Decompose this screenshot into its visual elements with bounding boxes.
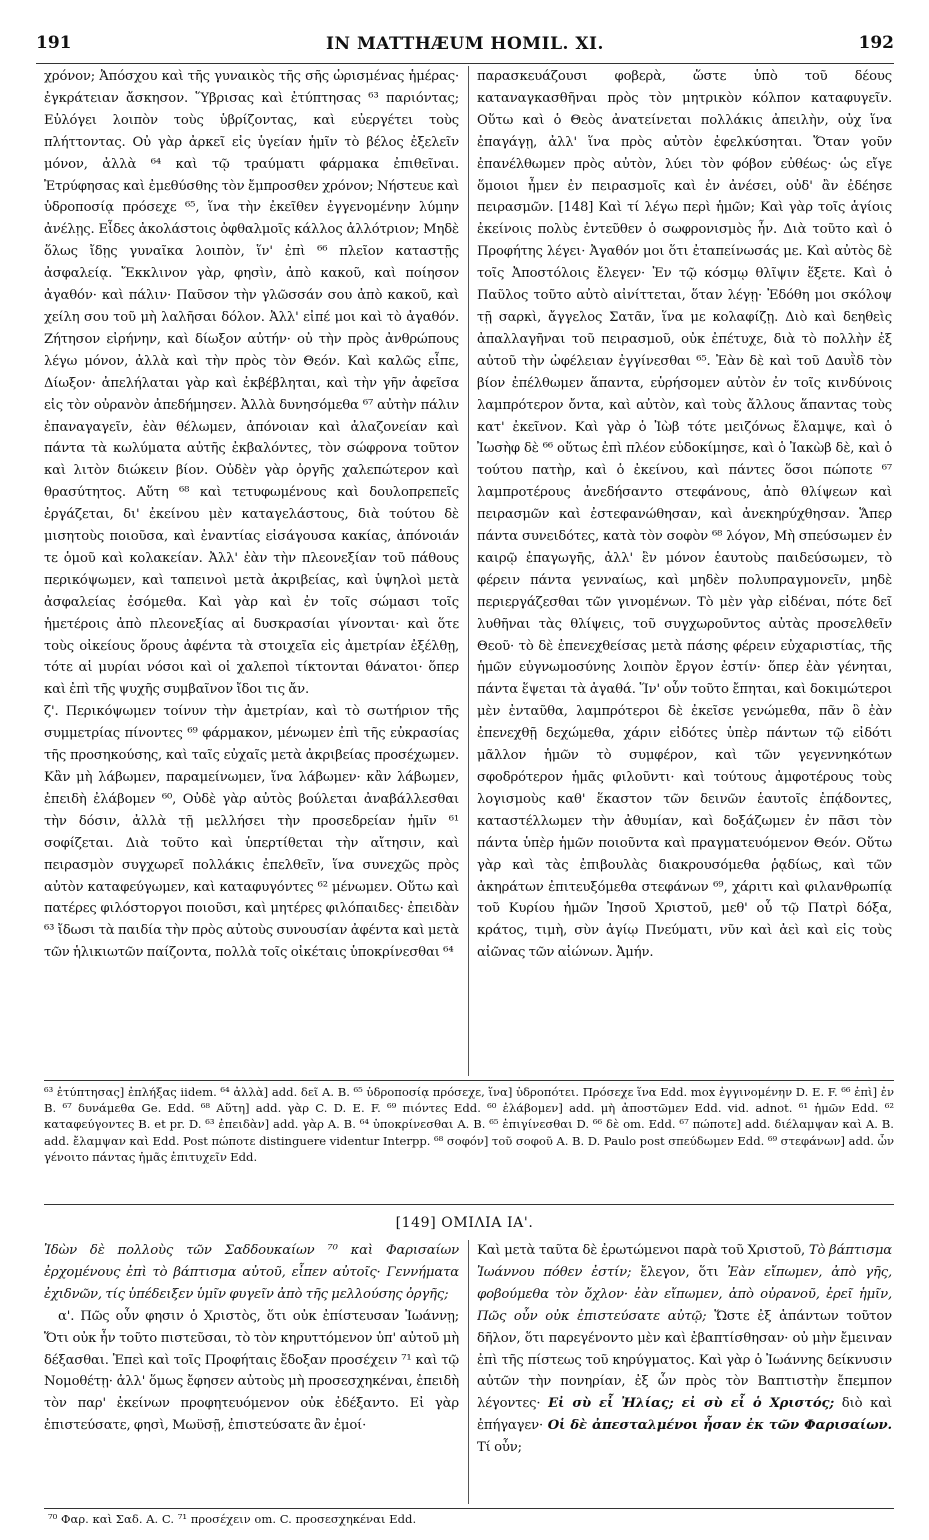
lower-right-paragraph	[477, 1240, 892, 1459]
page-header	[36, 33, 894, 59]
footnote-rule	[44, 1080, 894, 1081]
left-page-number: 191	[36, 33, 72, 53]
lower-right-text-b: ἔλεγον, ὅτι	[631, 1264, 728, 1280]
running-title: IN MATTHÆUM HOMIL. XI.	[326, 34, 604, 54]
header-rule	[36, 63, 894, 64]
homily-opening: α'. Πῶς οὖν φησιν ὁ Χριστὸς, ὅτι οὐκ ἐπίστευσαν Ἰωάννῃ; Ὅτι οὐκ ἦν τοῦτο πιστεῦσαι, τὸ τὸν κηρυττόμενον ὑπ' αὐτοῦ μὴ δέξασθαι. Ἐπεὶ καὶ τοῖς Προφήταις ἔδοξαν προσέχειν ⁷¹ καὶ τῷ Νομοθέτῃ· ἀλλ' ὅμως ἔφησεν αὐτοὺς μὴ προσεσχηκέναι, ἐπειδὴ τὸν παρ' ἐκείνων προφητευόμενον οὐκ ἐδέξαντο. Εἰ γὰρ ἐπιστεύσατε, φησὶ, Μωϋσῇ, ἐπιστεύσατε ἂν ἐμοί·	[44, 1308, 459, 1434]
lower-right-text-a: Καὶ μετὰ ταῦτα δὲ ἐρωτώμενοι παρὰ τοῦ Χριστοῦ,	[477, 1243, 809, 1258]
left-paragraph-1: χρόνον; Ἀπόσχου καὶ τῆς γυναικὸς τῆς σῆς ὡρισμένας ἡμέρας· ἐγκράτειαν ἄσκησον. Ὕβρισας καὶ ἐτύπτησας ⁶³ παριόντας; Εὐλόγει λοιπὸν τοὺς ὑβρίζοντας, καὶ εὐεργέτει τοὺς πλήττοντας. Οὐ γὰρ ἀρκεῖ εἰς ὑγείαν ἡμῖν τὸ βέλος ἐξελεῖν μόνον, ἀλλὰ ⁶⁴ καὶ τῷ τραύματι φάρμακα ἐπιθεῖναι. Ἐτρύφησας καὶ ἐμεθύσθης τὸν ἔμπροσθεν χρόνον; Νήστευε καὶ ὑδροποσίᾳ πρόσεχε ⁶⁵, ἵνα τὴν ἐκεῖθεν ἐγγενομένην λύμην ἀνέλῃς. Εἶδες ἀκολάστοις ὀφθαλμοῖς κάλλος ἀλλότριον; Μηδὲ ὅλως ἴδῃς γυναῖκα λοιπὸν, ἵν' ἐπὶ ⁶⁶ πλεῖον καταστῇς ἀσφαλείᾳ. Ἔκκλινον γὰρ, φησὶν, ἀπὸ κακοῦ, καὶ ποίησον ἀγαθόν· καὶ πάλιν· Παῦσον τὴν γλῶσσάν σου ἀπὸ κακοῦ, καὶ χείλη σου τοῦ μὴ λαλῆσαι δόλον. Ἀλλ' εἰπέ μοι καὶ τὸ ἀγαθόν. Ζήτησον εἰρήνην, καὶ δίωξον αὐτήν· οὐ τὴν πρὸς ἀνθρώπους λέγω μόνον, ἀλλὰ καὶ τὴν πρὸς τὸν Θεόν. Καὶ καλῶς εἶπε, Δίωξον· ἀπελήλαται γὰρ καὶ ἐκβέβληται, καὶ τὴν γῆν ἀφεῖσα εἰς τὸν οὐρανὸν ἀπεδήμησεν. Ἀλλὰ δυνησόμεθα ⁶⁷ αὐτὴν πάλιν ἐπαναγαγεῖν, ἐὰν θέλωμεν, ἀπόνοιαν καὶ ἀλαζονείαν καὶ πάντα τὰ κωλύματα αὐτῆς ἐκβαλόντες, τὸν σώφρονα τοῦτον καὶ λιτὸν διώκειν βίον. Οὐδὲν γὰρ ὀργῆς χαλεπώτερον καὶ θρασύτητος. Αὕτη ⁶⁸ καὶ τετυφωμένους καὶ δουλοπρεπεῖς ἐργάζεται, δι' ἐκείνου μὲν καταγελάστους, διὰ τούτου δὲ μισητοὺς ποιοῦσα, καὶ ἐναντίας εἰσάγουσα κακίας, ἀπόνοιάν τε ὁμοῦ καὶ κολακείαν. Ἀλλ' ἐὰν τὴν πλεονεξίαν τοῦ πάθους περικόψωμεν, καὶ ταπεινοὶ μετὰ ἀκριβείας, καὶ ὑψηλοὶ μετὰ ἀσφαλείας ἐσόμεθα. Καὶ γὰρ καὶ ἐν τοῖς σώμασι τοῖς ἡμετέροις ἀπὸ πλεονεξίας αἱ δυσκρασίαι γίνονται· καὶ ὅτε τοὺς οἰκείους ὅρους ἀφέντα τὰ στοιχεῖα εἰς ἀμετρίαν ἐξέλθῃ, τότε αἱ μυρίαι νόσοι καὶ οἱ χαλεποὶ τίκτονται θάνατοι· ὅπερ καὶ ἐπὶ τῆς ψυχῆς συμβαῖνον ἴδοι τις ἄν.	[44, 69, 459, 698]
right-paragraph-1: παρασκευάζουσι φοβερὰ, ὥστε ὑπὸ τοῦ δέους καταναγκασθῆναι πρὸς τὸν μητρικὸν κόλπον καταφυγεῖν. Οὕτω καὶ ὁ Θεὸς ἀνατείνεται πολλάκις ἀπειλὴν, οὐχ ἵνα ἐπαγάγῃ, ἀλλ' ἵνα πρὸς αὐτὸν ἐφελκύσηται. Ὅταν γοῦν ἐπανέλθωμεν πρὸς αὐτὸν, λύει τὸν φόβον εὐθέως· ὡς εἴγε ὅμοιοι ἦμεν ἐν πειρασμοῖς καὶ ἐν ἀνέσει, οὐδ' ἂν ἐδέησε πειρασμῶν. [148] Καὶ τί λέγω περὶ ἡμῶν; Καὶ γὰρ τοῖς ἁγίοις ἐκείνοις πολὺς ἐντεῦθεν ὁ σωφρονισμὸς ἦν. Διὰ τοῦτο καὶ ὁ Προφήτης λέγει· Ἀγαθόν μοι ὅτι ἐταπείνωσάς με. Καὶ αὐτὸς δὲ τοῖς Ἀποστόλοις ἔλεγεν· Ἐν τῷ κόσμῳ θλῖψιν ἕξετε. Καὶ ὁ Παῦλος τοῦτο αὐτὸ αἰνίττεται, ὅταν λέγῃ· Ἐδόθη μοι σκόλοψ τῇ σαρκὶ, ἄγγελος Σατᾶν, ἵνα με κολαφίζῃ. Διὸ καὶ δεηθεὶς ἀπαλλαγῆναι τοῦ πειρασμοῦ, οὐκ ἐπέτυχε, διὰ τὸ πολλὴν ἐξ αὐτοῦ τὴν ὠφέλειαν ἐγγίνεσθαι ⁶⁵. Ἐὰν δὲ καὶ τοῦ Δαυῒδ τὸν βίον ἐπέλθωμεν ἅπαντα, εὑρήσομεν αὐτὸν ἐν τοῖς κινδύνοις λαμπρότερον ὄντα, καὶ αὐτὸν, καὶ τοὺς ἄλλους ἅπαντας τοὺς κατ' ἐκεῖνον. Καὶ γὰρ ὁ Ἰὼβ τότε μειζόνως ἔλαμψε, καὶ ὁ Ἰωσὴφ δὲ ⁶⁶ οὕτως ἐπὶ πλέον εὐδοκίμησε, καὶ ὁ Ἰακὼβ δὲ, καὶ ὁ τούτου πατὴρ, καὶ ὁ ἐκείνου, καὶ πάντες ὅσοι πώποτε ⁶⁷ λαμπροτέρους ἀνεδήσαντο στεφάνους, ἀπὸ θλίψεων καὶ πειρασμῶν καὶ ἐστεφανώθησαν, καὶ ἀνεκηρύχθησαν. Ἅπερ πάντα συνειδότες, κατὰ τὸν σοφὸν ⁶⁸ λόγον, Μὴ σπεύσωμεν ἐν καιρῷ ἐπαγωγῆς, ἀλλ' ἓν μόνον ἑαυτοὺς παιδεύσωμεν, τὸ φέρειν πάντα γενναίως, καὶ μηδὲν πολυπραγμονεῖν, μηδὲ περιεργάζεσθαι τῶν γινομένων. Τὸ μὲν γὰρ εἰδέναι, πότε δεῖ λυθῆναι τὰς θλίψεις, τοῦ συγχωροῦντος αὐτὰς προσελθεῖν Θεοῦ· τὸ δὲ ἐπενεχθείσας μετὰ πάσης φέρειν εὐχαριστίας, τῆς ἡμῶν εὐγνωμοσύνης λοιπὸν ἔργον ἐστίν· ὅπερ ἐὰν γένηται, πάντα ἕψεται τὰ ἀγαθά. Ἵν' οὖν τοῦτο ἔπηται, καὶ δοκιμώτεροι μὲν ἐνταῦθα, λαμπρότεροι δὲ ἐκεῖσε γενώμεθα, πᾶν ὃ ἐὰν ἐπενεχθῇ δεχώμεθα, χάριν εἰδότες ὑπὲρ πάντων τῷ εἰδότι μᾶλλον ἡμῶν τὸ συμφέρον, καὶ τῶν γεγεννηκότων σφοδρότερον ἡμᾶς φιλοῦντι· καὶ τούτους ἀμφοτέρους τοὺς λογισμοὺς καθ' ἕκαστον τῶν δεινῶν ἑαυτοῖς ἐπᾴδοντες, καταστέλλωμεν τὴν ἀθυμίαν, καὶ δοξάζωμεν ἐν πᾶσι τὸν πάντα ὑπὲρ ἡμῶν ποιοῦντα καὶ πραγματευόμενον Θεόν. Οὕτω γὰρ καὶ τὰς ἐπιβουλὰς διακρουσόμεθα ῥᾳδίως, καὶ τῶν ἀκηράτων ἐπιτευξόμεθα στεφάνων ⁶⁹, χάριτι καὶ φιλανθρωπίᾳ τοῦ Κυρίου ἡμῶν Ἰησοῦ Χριστοῦ, μεθ' οὗ τῷ Πατρὶ δόξα, κράτος, τιμὴ, σὺν ἁγίῳ Πνεύματι, νῦν καὶ ἀεὶ καὶ εἰς τοὺς αἰῶνας τῶν αἰώνων. Ἀμήν.	[477, 69, 892, 961]
lower-right-text-c: Ὥστε ἐξ ἁπάντων τοῦτον δῆλον, ὅτι παρεγένοντο μὲν καὶ ἐβαπτίσθησαν· οὐ μὴν ἔμειναν ἐπὶ τῆς πίστεως τοῦ κηρύγματος. Καὶ γὰρ ὁ Ἰωάννης δείκνυσιν αὐτῶν τὴν πονηρίαν, ἐξ ὧν πρὸς τὸν Βαπτιστὴν ἔπεμπον λέγοντες·	[477, 1308, 892, 1412]
homily-title: [149] ΟΜΙΛΙΑ ΙΑ'.	[395, 1215, 534, 1231]
footnotes	[44, 1084, 894, 1184]
lower-right-quote-d: Οἱ δὲ ἀπεσταλμένοι ἦσαν ἐκ τῶν Φαρισαίων.	[547, 1418, 892, 1434]
bottom-footnote: ⁷⁰ Φαρ. καὶ Σαδ. A. C. ⁷¹ προσέχειν om. C. προσεσχηκέναι Edd.	[48, 1512, 417, 1526]
scripture-lemma: Ἰδὼν δὲ πολλοὺς τῶν Σαδδουκαίων ⁷⁰ καὶ Φαρισαίων ἐρχομένους ἐπὶ τὸ βάπτισμα αὐτοῦ, εἶπεν αὐτοῖς· Γεννήματα ἐχιδνῶν, τίς ὑπέδειξεν ὑμῖν φυγεῖν ἀπὸ τῆς μελλούσης ὀργῆς;	[44, 1243, 459, 1302]
right-page-number: 192	[858, 33, 894, 53]
footnote-text: ⁶³ ἐτύπτησας] ἐπλήξας iidem. ⁶⁴ ἀλλὰ] add. δεῖ A. B. ⁶⁵ ὑδροποσίᾳ πρόσεχε, ἵνα] ὑδροπότει. Πρόσεχε ἵνα Edd. mox ἐγγινομένην D. E. F. ⁶⁶ ἐπὶ] ἐν B. ⁶⁷ δυνάμεθα Ge. Edd. ⁶⁸ Αὕτη] add. γὰρ C. D. E. F. ⁶⁹ πιόντες Edd. ⁶⁰ ἐλάβομεν] add. μὴ ἀποστῶμεν Edd. vid. adnot. ⁶¹ ἡμῶν Edd. ⁶² καταφεύγοντες B. et pr. D. ⁶³ ἐπειδὰν] add. γὰρ A. B. ⁶⁴ ὑποκρίνεσθαι A. B. ⁶⁵ ἐπιγίνεσθαι D. ⁶⁶ δὲ om. Edd. ⁶⁷ πώποτε] add. διέλαμψαν καὶ A. B. add. ἔλαμψαν καὶ Edd. Post πώποτε distinguere videntur Interpp. ⁶⁸ σοφόν] τοῦ σοφοῦ A. B. D. Paulo post σπεύδωμεν Edd. ⁶⁹ στεφάνων] add. ὧν γένοιτο πάντας ἡμᾶς ἐπιτυχεῖν Edd.	[44, 1085, 894, 1164]
lower-left-column	[44, 1240, 459, 1504]
lower-right-quote-b: Ἐὰν εἴπωμεν, ἀπὸ γῆς, φοβούμεθα τὸν ὄχλον· ἐὰν εἴπωμεν, ἀπὸ οὐρανοῦ, ἐρεῖ ἡμῖν, Πῶς οὖν οὐκ ἐπιστεύσατε αὐτῷ;	[477, 1264, 892, 1324]
bottom-rule	[44, 1508, 894, 1509]
lower-right-quote-c: Εἰ σὺ εἶ Ἠλίας; εἰ σὺ εἶ ὁ Χριστός;	[548, 1396, 835, 1412]
section-rule	[44, 1204, 894, 1205]
lower-right-column	[477, 1240, 892, 1504]
lower-column-divider	[468, 1240, 469, 1504]
lower-right-quote-a: Τὸ βάπτισμα Ἰωάννου πόθεν ἐστίν;	[477, 1243, 892, 1280]
lower-right-text-e: Τί οὖν;	[477, 1440, 522, 1456]
left-paragraph-2: ζ'. Περικόψωμεν τοίνυν τὴν ἀμετρίαν, καὶ τὸ σωτήριον τῆς συμμετρίας πίνοντες ⁶⁹ φάρμακον, μένωμεν ἐπὶ τῆς εὐκρασίας τῆς προσηκούσης, καὶ ταῖς εὐχαῖς μετὰ ἀκριβείας προσέχωμεν. Κἂν μὴ λάβωμεν, παραμείνωμεν, ἵνα λάβωμεν· κἂν λάβωμεν, ἐπειδὴ ἐλάβομεν ⁶⁰, Οὐδὲ γὰρ αὐτὸς βούλεται ἀναβάλλεσθαι τὴν δόσιν, ἀλλὰ τῇ μελλήσει τὴν προσεδρείαν ἡμῖν ⁶¹ σοφίζεται. Διὰ τοῦτο καὶ ὑπερτίθεται τὴν αἴτησιν, καὶ πειρασμὸν συγχωρεῖ πολλάκις ἐπελθεῖν, ἵνα συνεχῶς πρὸς αὐτὸν καταφεύγωμεν, καὶ καταφυγόντες ⁶² μένωμεν. Οὕτω καὶ πατέρες φιλόστοργοι ποιοῦσι, καὶ μητέρες φιλόπαιδες· ἐπειδὰν ⁶³ ἴδωσι τὰ παιδία τὴν πρὸς αὐτοὺς συνουσίαν ἀφέντα καὶ μετὰ τῶν ἡλικιωτῶν παίζοντα, πολλὰ τοῖς οἰκέταις ὑποκρίνεσθαι ⁶⁴	[44, 704, 459, 961]
left-column	[44, 66, 459, 1076]
column-divider	[468, 66, 469, 1076]
lower-right-text-d: διὸ καὶ ἐπήγαγεν·	[477, 1396, 892, 1434]
right-column	[477, 66, 892, 1076]
